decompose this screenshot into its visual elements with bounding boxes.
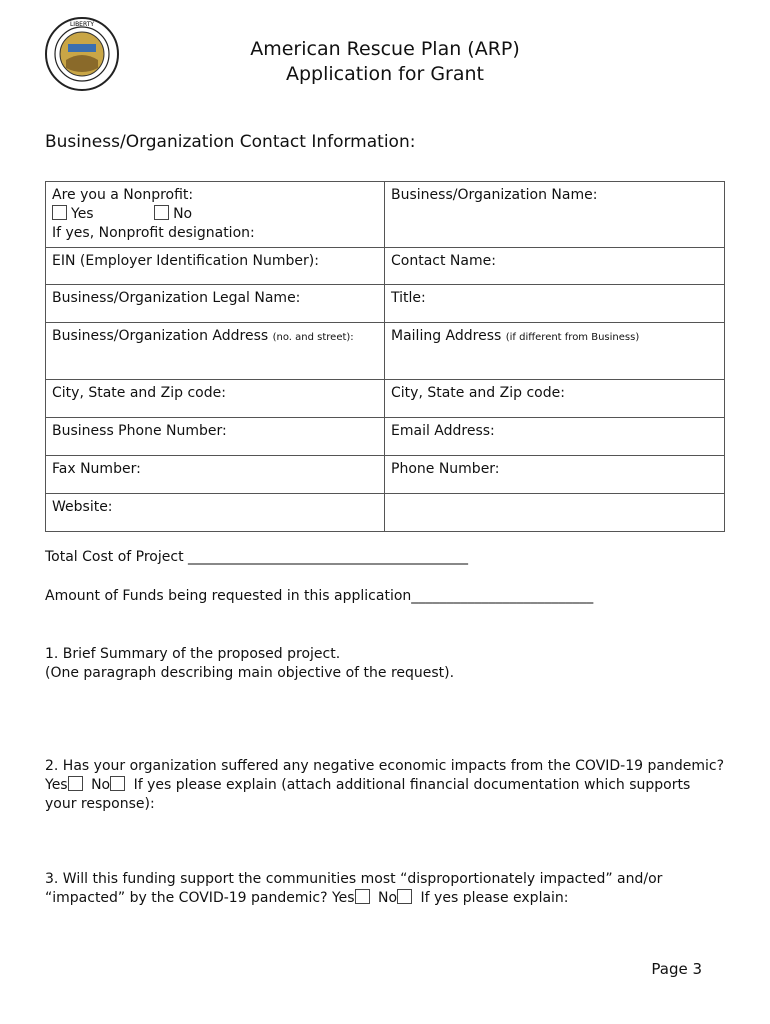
no-label: No (173, 206, 193, 222)
mailing-address-field[interactable] (385, 323, 725, 380)
city-label: City, State and Zip code: (52, 385, 226, 401)
phone-label: Phone Number: (391, 461, 500, 477)
phone-field[interactable] (385, 456, 725, 494)
q2-no-label: No (91, 777, 111, 793)
svg-text:LIBERTY: LIBERTY (69, 21, 95, 28)
mailing-note: (if different from Business) (505, 332, 640, 343)
q1-note: (One paragraph describing main objective of the request). (45, 665, 455, 681)
email-field[interactable] (385, 418, 725, 456)
legal-name-field[interactable] (46, 285, 385, 323)
page-number: Page 3 (651, 960, 702, 978)
question-2 (45, 757, 725, 814)
total-cost-line[interactable]: Total Cost of Project ________________________________________ (45, 549, 469, 565)
contact-info-table (45, 181, 725, 532)
fax-field[interactable] (46, 456, 385, 494)
title-label: Title: (391, 290, 426, 306)
org-name-field[interactable] (385, 182, 725, 248)
mailing-city-label: City, State and Zip code: (391, 385, 565, 401)
section-heading: Business/Organization Contact Information: (45, 132, 416, 152)
contact-name-field[interactable] (385, 248, 725, 285)
nonprofit-cell (46, 182, 385, 248)
q3-explain: If yes please explain: (420, 890, 569, 906)
city-state-zip-field[interactable] (46, 380, 385, 418)
fax-label: Fax Number: (52, 461, 141, 477)
business-phone-field[interactable] (46, 418, 385, 456)
q3-yes-checkbox[interactable] (355, 889, 370, 904)
amount-requested-line[interactable]: Amount of Funds being requested in this application__________________________ (45, 588, 594, 604)
question-1 (45, 645, 725, 683)
designation-label: If yes, Nonprofit designation: (52, 225, 255, 241)
form-subtitle: Application for Grant (285, 63, 485, 85)
q2-no-checkbox[interactable] (110, 776, 125, 791)
address-label: Business/Organization Address (52, 328, 269, 344)
empty-cell (385, 494, 725, 532)
org-name-label: Business/Organization Name: (391, 187, 598, 203)
mailing-label: Mailing Address (391, 328, 502, 344)
website-field[interactable] (46, 494, 385, 532)
nonprofit-no-checkbox[interactable] (154, 205, 169, 220)
legal-name-label: Business/Organization Legal Name: (52, 290, 301, 306)
nonprofit-yes-checkbox[interactable] (52, 205, 67, 220)
q2-text: 2. Has your organization suffered any negative economic impacts from the COVID-19 pandemic? Yes (45, 758, 724, 793)
email-label: Email Address: (391, 423, 495, 439)
nonprofit-question: Are you a Nonprofit: (52, 187, 194, 203)
q3-no-label: No (378, 890, 398, 906)
ein-label: EIN (Employer Identification Number): (52, 253, 319, 269)
q2-yes-checkbox[interactable] (68, 776, 83, 791)
form-title: American Rescue Plan (ARP) (250, 38, 520, 60)
address-field[interactable] (46, 323, 385, 380)
address-note: (no. and street): (272, 332, 354, 343)
q2-explain: If yes please explain (attach additional financial documentation which supports your response): (45, 777, 691, 812)
contact-name-label: Contact Name: (391, 253, 496, 269)
question-3 (45, 870, 725, 908)
q1-title: 1. Brief Summary of the proposed project. (45, 646, 341, 662)
yes-label: Yes (71, 206, 94, 222)
business-phone-label: Business Phone Number: (52, 423, 227, 439)
ein-field[interactable] (46, 248, 385, 285)
mailing-city-state-zip-field[interactable] (385, 380, 725, 418)
q3-no-checkbox[interactable] (397, 889, 412, 904)
website-label: Website: (52, 499, 113, 515)
q3-text: 3. Will this funding support the communities most “disproportionately impacted” and/or “impacted” by the COVID-19 pandemic? Yes (45, 871, 663, 906)
title-field[interactable] (385, 285, 725, 323)
